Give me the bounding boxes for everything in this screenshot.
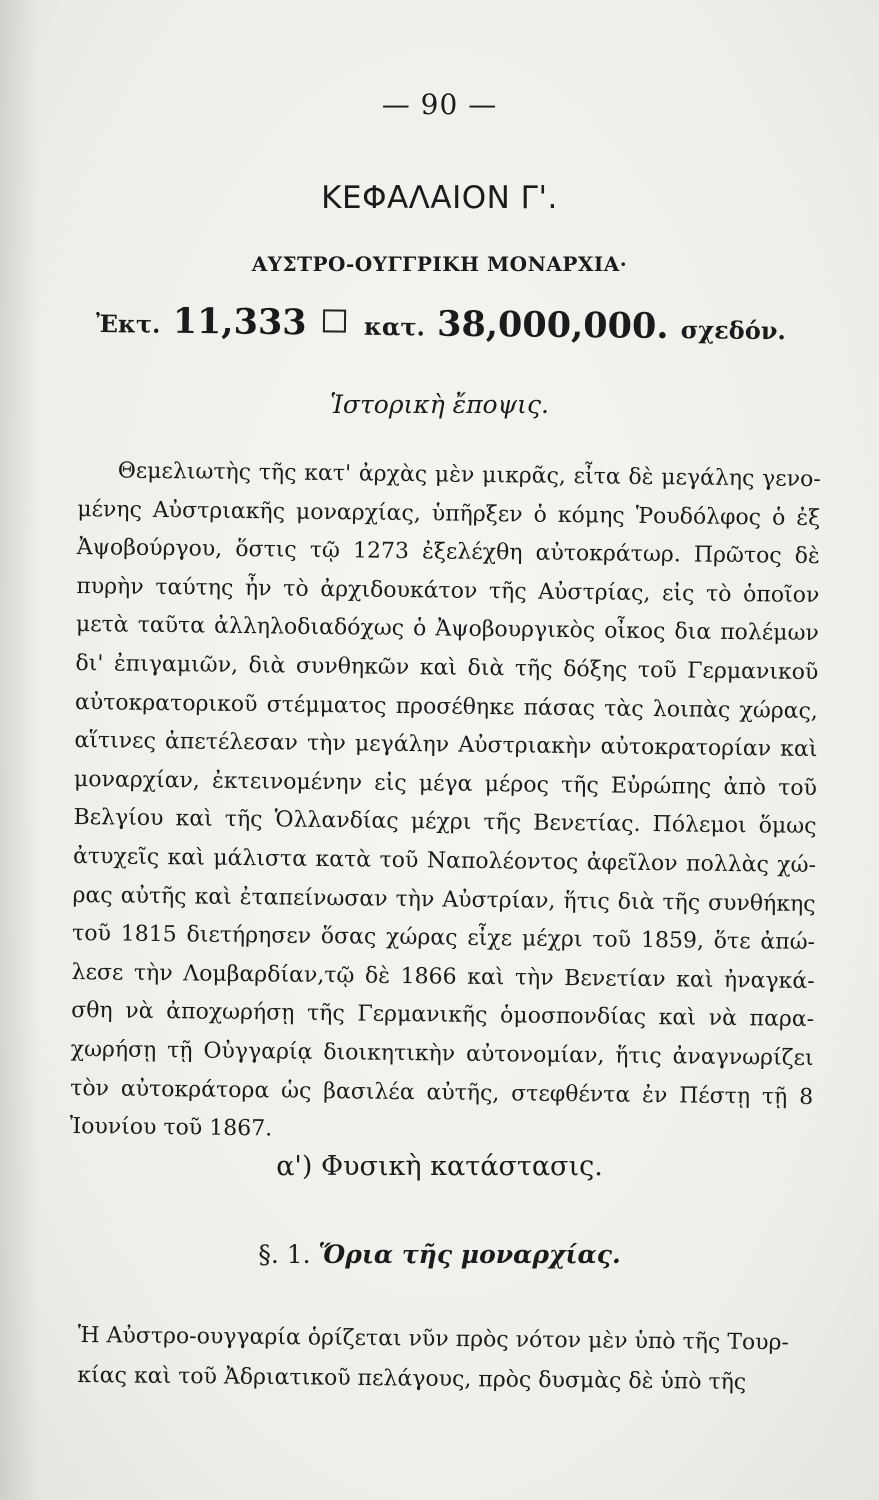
chapter-title: ΚΕΦΑΛΑΙΟΝ Γ'. <box>321 180 558 216</box>
approx-label: σχεδόν. <box>680 315 786 346</box>
paragraph-number: §. 1. <box>258 1240 311 1269</box>
area-label: Ἐκτ. <box>95 309 161 339</box>
text-line: πυρὴν ταύτης ἦν τὸ ἀρχιδουκάτον τῆς Αὐστρίας, εἰς τὸ ὁποῖον <box>76 573 820 608</box>
text-line: αἵτινες ἀπετέλεσαν τὴν μεγάλην Αὐστριακὴν αὐτοκρατορίαν καὶ <box>74 728 818 763</box>
text-line: Θεμελιωτὴς τῆς κατ' ἀρχὰς μὲν μικρᾶς, εἶτα δὲ μεγάλης γενο- <box>117 458 821 493</box>
area-value: 11,333 <box>172 300 307 344</box>
page-number: — 90 — <box>381 88 498 121</box>
historical-overview-text <box>70 452 821 1156</box>
text-line: Ἡ Αὐστρο-ουγγαρία ὁρίζεται νῦν πρὸς νότον μὲν ὑπὸ τῆς Τουρ- <box>77 1322 790 1356</box>
text-line: λεσε τὴν Λομβαρδίαν,τῷ δὲ 1866 καὶ τὴν Βενετίαν καὶ ἠναγκά- <box>71 959 815 994</box>
population-value: 38,000,000. <box>436 303 669 347</box>
text-line: μένης Αὐστριακῆς μοναρχίας, ὑπῆρξεν ὁ κόμης Ῥουδόλφος ὁ ἐξ <box>77 496 821 531</box>
paragraph-title: Ὅρια τῆς μοναρχίας. <box>318 1240 621 1269</box>
text-line: Βελγίου καὶ τῆς Ὁλλανδίας μέχρι τῆς Βενετίας. Πόλεμοι ὅμως <box>73 805 817 840</box>
text-line: μοναρχίαν, ἐκτεινομένην εἰς μέγα μέρος τῆς Εὐρώπης ἀπὸ τοῦ <box>73 766 818 801</box>
square-icon <box>323 309 346 332</box>
text-line: μετὰ ταῦτα ἀλληλοδιαδόχως ὁ Ἀψοβουργικὸς οἶκος δια πολέμων <box>75 612 819 647</box>
text-line: ἀτυχεῖς καὶ μάλιστα κατὰ τοῦ Ναπολέοντος ἀφεῖλον πολλὰς χώ- <box>72 843 817 878</box>
text-line: ρας αὐτῆς καὶ ἐταπείνωσαν τὴν Αὐστρίαν, ἥτις διὰ τῆς συνθήκης <box>72 882 816 917</box>
borders-text <box>77 1316 821 1404</box>
binding-shadow <box>0 0 40 1500</box>
text-line: δι' ἐπιγαμιῶν, διὰ συνθηκῶν καὶ διὰ τῆς δόξης τοῦ Γερμανικοῦ <box>75 650 819 686</box>
text-line: τὸν αὐτοκράτορα ὡς βασιλέα αὐτῆς, στεφθέντα ἐν Πέστῃ τῇ 8 <box>70 1075 814 1110</box>
historical-overview-title: Ἱστορικὴ ἔποψις. <box>330 390 549 419</box>
subsection-title: α') Φυσικὴ κατάστασις. <box>276 1151 603 1182</box>
text-line: χωρήσῃ τῇ Οὐγγαρίᾳ διοικητικὴν αὐτονομίαν, ἥτις ἀναγνωρίζει <box>70 1036 814 1071</box>
text-line: σθη νὰ ἀποχωρήσῃ τῆς Γερμανικῆς ὁμοσπονδίας καὶ νὰ παρα- <box>71 998 815 1033</box>
text-line: Ἀψοβούργου, ὅστις τῷ 1273 ἐξελέχθη αὐτοκράτωρ. Πρῶτος δὲ <box>76 535 820 570</box>
population-label: κατ. <box>363 311 426 342</box>
text-line: τοῦ 1815 διετήρησεν ὅσας χώρας εἶχε μέχρι τοῦ 1859, ὅτε ἀπώ- <box>71 921 816 956</box>
text-line: Ἰουνίου τοῦ 1867. <box>69 1114 273 1142</box>
text-line: κίας καὶ τοῦ Ἀδριατικοῦ πελάγους, πρὸς δυσμὰς δὲ ὑπὸ τῆς <box>77 1362 747 1395</box>
text-line: αὐτοκρατορικοῦ στέμματος προσέθηκε πάσας τὰς λοιπὰς χώρας, <box>74 689 819 724</box>
paragraph-heading <box>0 1240 879 1269</box>
stats-line <box>96 300 796 348</box>
monarchy-title: ΑΥΣΤΡΟ-ΟΥΓΓΡΙΚΗ ΜΟΝΑΡΧΙΑ· <box>251 252 628 276</box>
